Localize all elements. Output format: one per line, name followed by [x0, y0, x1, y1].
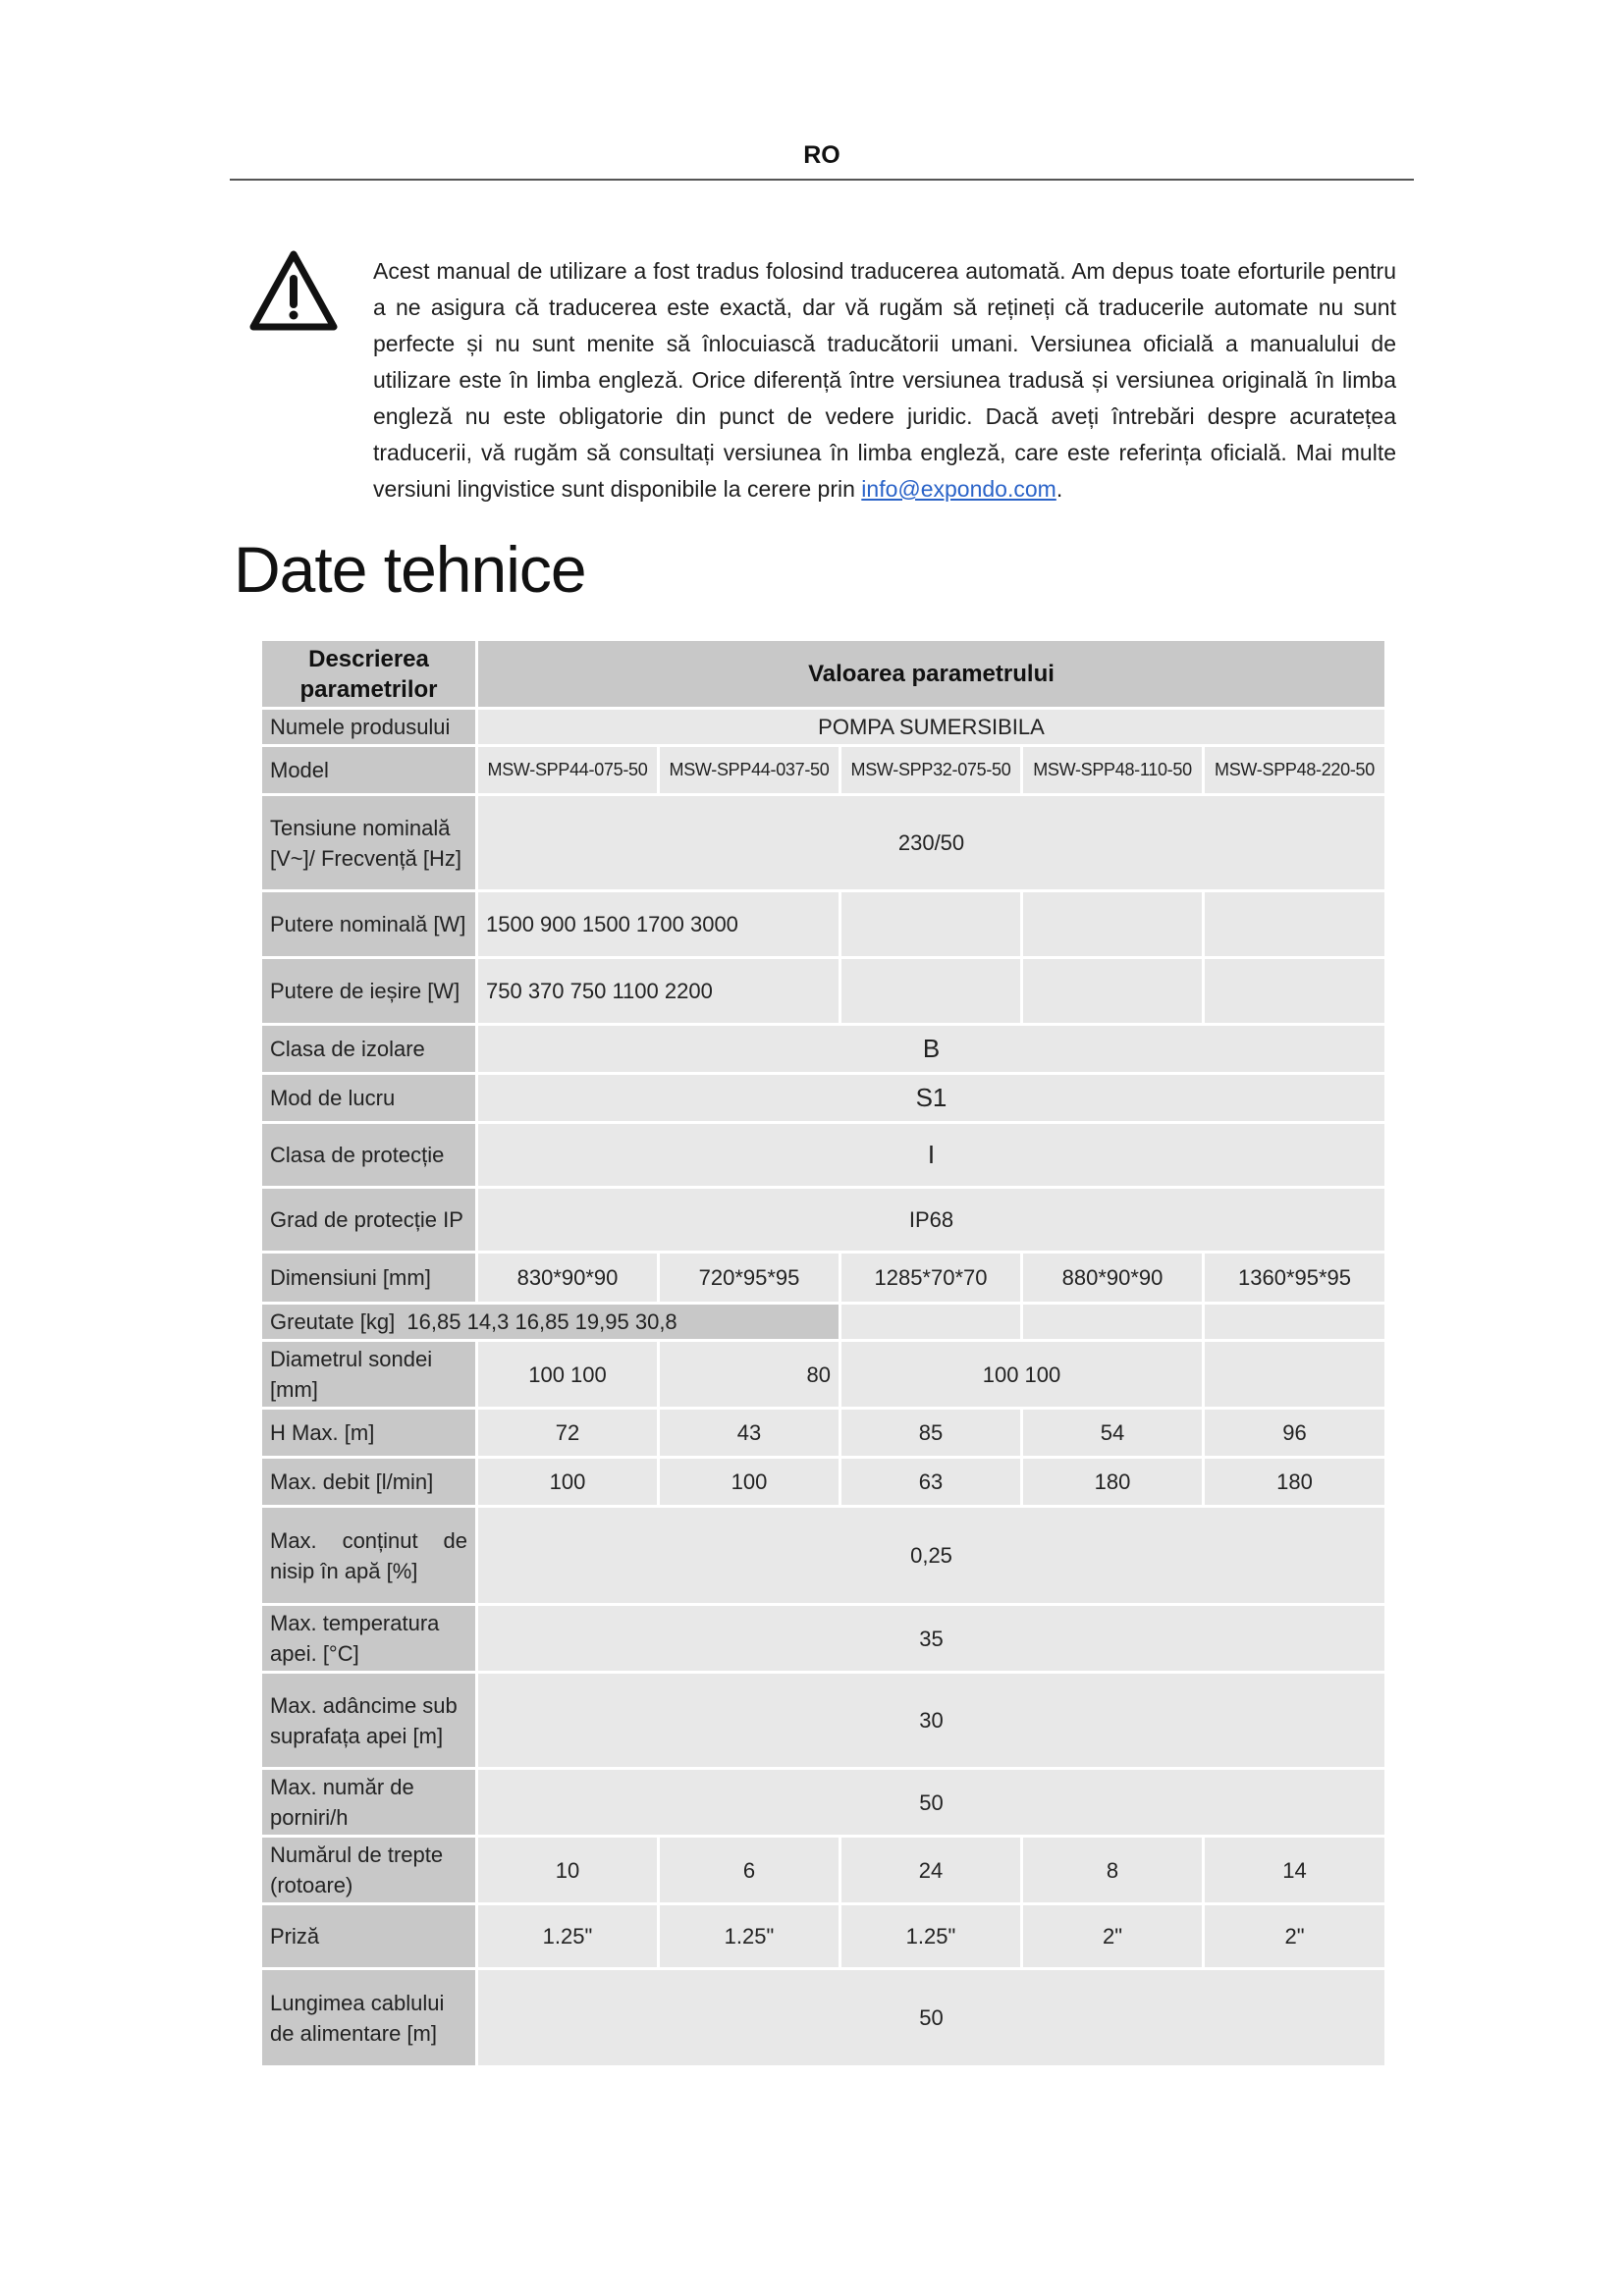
table-row: [261, 1458, 1386, 1507]
table-row: [261, 746, 1386, 795]
hmax-cell: 54: [1022, 1409, 1204, 1458]
table-row: [261, 1769, 1386, 1837]
table-row: [261, 1341, 1386, 1409]
model-cell: MSW-SPP44-075-50: [477, 746, 659, 795]
row-label-flow: Max. debit [l/min]: [261, 1458, 477, 1507]
table-row: [261, 1409, 1386, 1458]
warning-triangle-icon: [249, 249, 338, 332]
ip-value: IP68: [477, 1188, 1386, 1253]
row-label-temp: Max. temperatura apei. [°C]: [261, 1605, 477, 1673]
empty-cell: [1204, 1341, 1386, 1409]
technical-data-table: [259, 638, 1387, 2068]
page-language-header: RO: [803, 141, 840, 169]
row-label-output-power: Putere de ieșire [W]: [261, 958, 477, 1025]
dimensions-cell: 1285*70*70: [840, 1253, 1022, 1304]
table-row: [261, 1969, 1386, 2067]
table-row: [261, 1304, 1386, 1341]
row-label-rated-power: Putere nominală [W]: [261, 891, 477, 958]
table-header-row: [261, 640, 1386, 709]
dimensions-cell: 880*90*90: [1022, 1253, 1204, 1304]
flow-cell: 63: [840, 1458, 1022, 1507]
flow-cell: 180: [1022, 1458, 1204, 1507]
empty-cell: [840, 1304, 1022, 1341]
outlet-cell: 2": [1204, 1904, 1386, 1969]
flow-cell: 100: [477, 1458, 659, 1507]
outlet-cell: 2": [1022, 1904, 1204, 1969]
dimensions-cell: 720*95*95: [659, 1253, 840, 1304]
notice-text: Acest manual de utilizare a fost tradus folosind traducerea automată. Am depus toate eforturile pentru a ne asigura că traducerea este exactă, dar vă rugăm să rețineți că traducerile automate nu sunt perfecte și nu sunt menite să înlocuiască traducătorii umani. Versiunea oficială a manualului de utilizare este în limba engleză. Orice diferență între versiunea tradusă și versiunea originală în limba engleză nu este obligatorie din punct de vedere juridic. Dacă aveți întrebări despre acuratețea traducerii, vă rugăm să consultați versiunea în limba engleză, care este referința oficială. Mai multe versiuni lingvistice sunt disponibile la cerere prin: [373, 258, 1396, 502]
stages-cell: 24: [840, 1837, 1022, 1904]
header-divider: [230, 179, 1414, 181]
work-mode-value: S1: [477, 1074, 1386, 1123]
depth-value: 30: [477, 1673, 1386, 1769]
stages-cell: 10: [477, 1837, 659, 1904]
dimensions-cell: 830*90*90: [477, 1253, 659, 1304]
temp-value: 35: [477, 1605, 1386, 1673]
dimensions-cell: 1360*95*95: [1204, 1253, 1386, 1304]
table-row: [261, 1188, 1386, 1253]
translation-notice: [373, 253, 1396, 507]
table-row: [261, 1025, 1386, 1074]
row-label-voltage: Tensiune nominală [V~]/ Frecvență [Hz]: [261, 795, 477, 891]
protection-class-value: I: [477, 1123, 1386, 1188]
hmax-cell: 72: [477, 1409, 659, 1458]
empty-cell: [1022, 1304, 1204, 1341]
diameter-cell: 100 100: [477, 1341, 659, 1409]
output-power-value: 750 370 750 1100 2200: [477, 958, 840, 1025]
diameter-cell: 80: [659, 1341, 840, 1409]
weight-row-text: [261, 1304, 840, 1341]
outlet-cell: 1.25": [477, 1904, 659, 1969]
stages-cell: 14: [1204, 1837, 1386, 1904]
row-label-depth: Max. adâncime sub suprafața apei [m]: [261, 1673, 477, 1769]
table-row: [261, 1253, 1386, 1304]
insulation-value: B: [477, 1025, 1386, 1074]
expondo-email-link[interactable]: info@expondo.com: [861, 476, 1056, 502]
row-label-starts: Max. număr de porniri/h: [261, 1769, 477, 1837]
row-label-work-mode: Mod de lucru: [261, 1074, 477, 1123]
row-label-hmax: H Max. [m]: [261, 1409, 477, 1458]
cable-value: 50: [477, 1969, 1386, 2067]
empty-cell: [1022, 891, 1204, 958]
row-label-weight: Greutate [kg]: [270, 1309, 396, 1334]
row-label-sand: Max. conținut de nisip în apă [%]: [261, 1507, 477, 1605]
empty-cell: [1022, 958, 1204, 1025]
empty-cell: [840, 891, 1022, 958]
sand-value: 0,25: [477, 1507, 1386, 1605]
value-header: Valoarea parametrului: [477, 640, 1386, 709]
flow-cell: 100: [659, 1458, 840, 1507]
stages-cell: 6: [659, 1837, 840, 1904]
row-label-ip: Grad de protecție IP: [261, 1188, 477, 1253]
empty-cell: [1204, 1304, 1386, 1341]
row-label-protection-class: Clasa de protecție: [261, 1123, 477, 1188]
flow-cell: 180: [1204, 1458, 1386, 1507]
table-row: [261, 891, 1386, 958]
product-name-value: POMPA SUMERSIBILA: [477, 709, 1386, 746]
table-row: [261, 1507, 1386, 1605]
row-label-diameter: Diametrul sondei [mm]: [261, 1341, 477, 1409]
voltage-value: 230/50: [477, 795, 1386, 891]
hmax-cell: 96: [1204, 1409, 1386, 1458]
row-label-outlet: Priză: [261, 1904, 477, 1969]
row-label-insulation: Clasa de izolare: [261, 1025, 477, 1074]
rated-power-value: 1500 900 1500 1700 3000: [477, 891, 840, 958]
table-row: [261, 1904, 1386, 1969]
model-cell: MSW-SPP44-037-50: [659, 746, 840, 795]
diameter-cell: 100 100: [840, 1341, 1204, 1409]
row-label-cable: Lungimea cablului de alimentare [m]: [261, 1969, 477, 2067]
weight-value: 16,85 14,3 16,85 19,95 30,8: [406, 1309, 677, 1334]
stages-cell: 8: [1022, 1837, 1204, 1904]
hmax-cell: 85: [840, 1409, 1022, 1458]
table-row: [261, 1605, 1386, 1673]
model-cell: MSW-SPP48-110-50: [1022, 746, 1204, 795]
starts-value: 50: [477, 1769, 1386, 1837]
table-row: [261, 1074, 1386, 1123]
table-row: [261, 709, 1386, 746]
param-header: Descrierea parametrilor: [261, 640, 477, 709]
table-row: [261, 1123, 1386, 1188]
empty-cell: [840, 958, 1022, 1025]
outlet-cell: 1.25": [659, 1904, 840, 1969]
empty-cell: [1204, 891, 1386, 958]
row-label-product-name: Numele produsului: [261, 709, 477, 746]
empty-cell: [1204, 958, 1386, 1025]
model-cell: MSW-SPP32-075-50: [840, 746, 1022, 795]
page-title: Date tehnice: [234, 533, 586, 606]
table-row: [261, 958, 1386, 1025]
table-row: [261, 1673, 1386, 1769]
table-row: [261, 1837, 1386, 1904]
row-label-dimensions: Dimensiuni [mm]: [261, 1253, 477, 1304]
row-label-stages: Numărul de trepte (rotoare): [261, 1837, 477, 1904]
model-cell: MSW-SPP48-220-50: [1204, 746, 1386, 795]
row-label-model: Model: [261, 746, 477, 795]
hmax-cell: 43: [659, 1409, 840, 1458]
table-row: [261, 795, 1386, 891]
outlet-cell: 1.25": [840, 1904, 1022, 1969]
notice-end: .: [1056, 476, 1063, 502]
